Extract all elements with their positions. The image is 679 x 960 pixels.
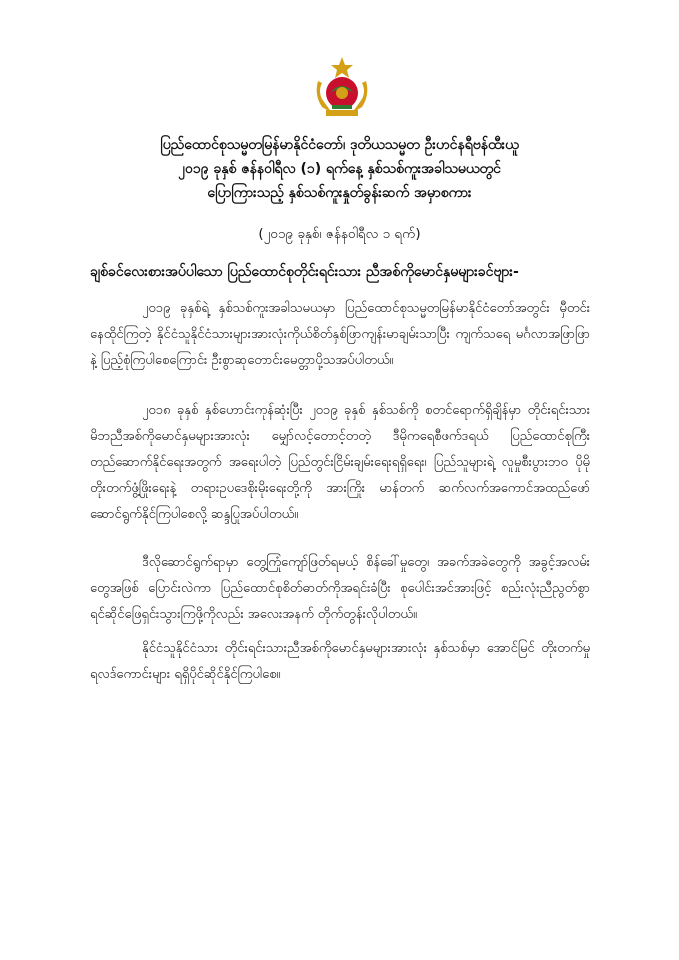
paragraph-2: ၂၀၁၈ ခုနှစ် နှစ်ဟောင်းကုန်ဆုံးပြီး ၂၀၁၉ ခုနှစ် နှစ်သစ်ကို စတင်ရောက်ရှိချိန်မှာ တိုင်းရင်းသားမိဘညီအစ်ကိုမောင်နှမများအားလုံး မျှော်လင့်တောင့်တတဲ့ ဒီမိုကရေစီဖက်ဒရယ် ပြည်ထောင်စုကြီး တည်ဆောက်နိုင်ရေးအတွက် အရေးပါတဲ့ ပြည်တွင်းငြိမ်းချမ်းရေးရရှိရေး၊ ပြည်သူများရဲ့ လူမှုစီးပွားဘဝ ပိုမိုတိုးတက်ဖွံ့ဖြိုးရေးနဲ့ တရားဥပဒေစိုးမိုးရေးတို့ကို အားကြိုး မာန်တက် ဆက်လက်အကောင်အထည်ဖော် ဆောင်ရွက်နိုင်ကြပါစေလို့ ဆန္ဒပြုအပ်ပါတယ်။ — [90, 403, 590, 522]
title-line-1: ပြည်ထောင်စုသမ္မတမြန်မာနိုင်ငံတော်၊ ဒုတိယသမ္မတ ဦးဟင်နရီဗန်ထီးယူ — [160, 137, 519, 153]
paragraph-4: နိုင်ငံသူနိုင်ငံသား တိုင်းရင်းသားညီအစ်ကိုမောင်နှမများအားလုံး နှစ်သစ်မှာ အောင်မြင် တိုးတက်မှုရလဒ်ကောင်းများ ရရှိပိုင်ဆိုင်နိုင်ကြပါစေ။ — [90, 641, 590, 682]
salutation: ချစ်ခင်လေးစားအပ်ပါသော ပြည်ထောင်စုတိုင်းရင်းသား ညီအစ်ကိုမောင်နှမများခင်ဗျား- — [90, 264, 519, 280]
paragraph-1: ၂၀၁၉ ခုနှစ်ရဲ့ နှစ်သစ်ကူးအခါသမယမှာ ပြည်ထောင်စုသမ္မတမြန်မာနိုင်ငံတော်အတွင်း မှီတင်းနေထိုင်ကြတဲ့ နိုင်ငံသူနိုင်ငံသားများအားလုံးကိုယ်စိတ်နှစ်ဖြာကျန်းမာချမ်းသာပြီး ကျက်သရေ မင်္ဂလာအဖြာဖြာနဲ့ ပြည့်စုံကြပါစေကြောင်း ဦးစွာဆုတောင်းမေတ္တာပို့သအပ်ပါတယ်။ — [90, 301, 590, 368]
title-line-2: ၂၀၁၉ ခုနှစ် ဇန်နဝါရီလ (၁) ရက်နေ့ နှစ်သစ်ကူးအခါသမယတွင် — [178, 161, 501, 177]
state-emblem — [312, 55, 372, 119]
title-line-3: ပြောကြားသည့် နှစ်သစ်ကူးနှုတ်ခွန်းဆက် အမှာစကား — [207, 185, 472, 201]
speech-date: (၂၀၁၉ ခုနှစ်၊ ဇန်နဝါရီလ ၁ ရက်) — [258, 226, 421, 242]
paragraph-3: ဒီလိုဆောင်ရွက်ရာမှာ တွေ့ကြုံကျော်ဖြတ်ရမယ့် စိန်ခေါ်မှုတွေ၊ အခက်အခဲတွေကို အခွင့်အလမ်းတွေအဖြစ် ပြောင်းလဲကာ ပြည်ထောင်စုစိတ်ဓာတ်ကိုအရင်းခံပြီး စုပေါင်းအင်အားဖြင့် စည်းလုံးညီညွတ်စွာ ရင်ဆိုင်ဖြေရှင်းသွားကြဖို့ကိုလည်း အလေးအနက် တိုက်တွန်းလိုပါတယ်။ — [90, 555, 590, 622]
